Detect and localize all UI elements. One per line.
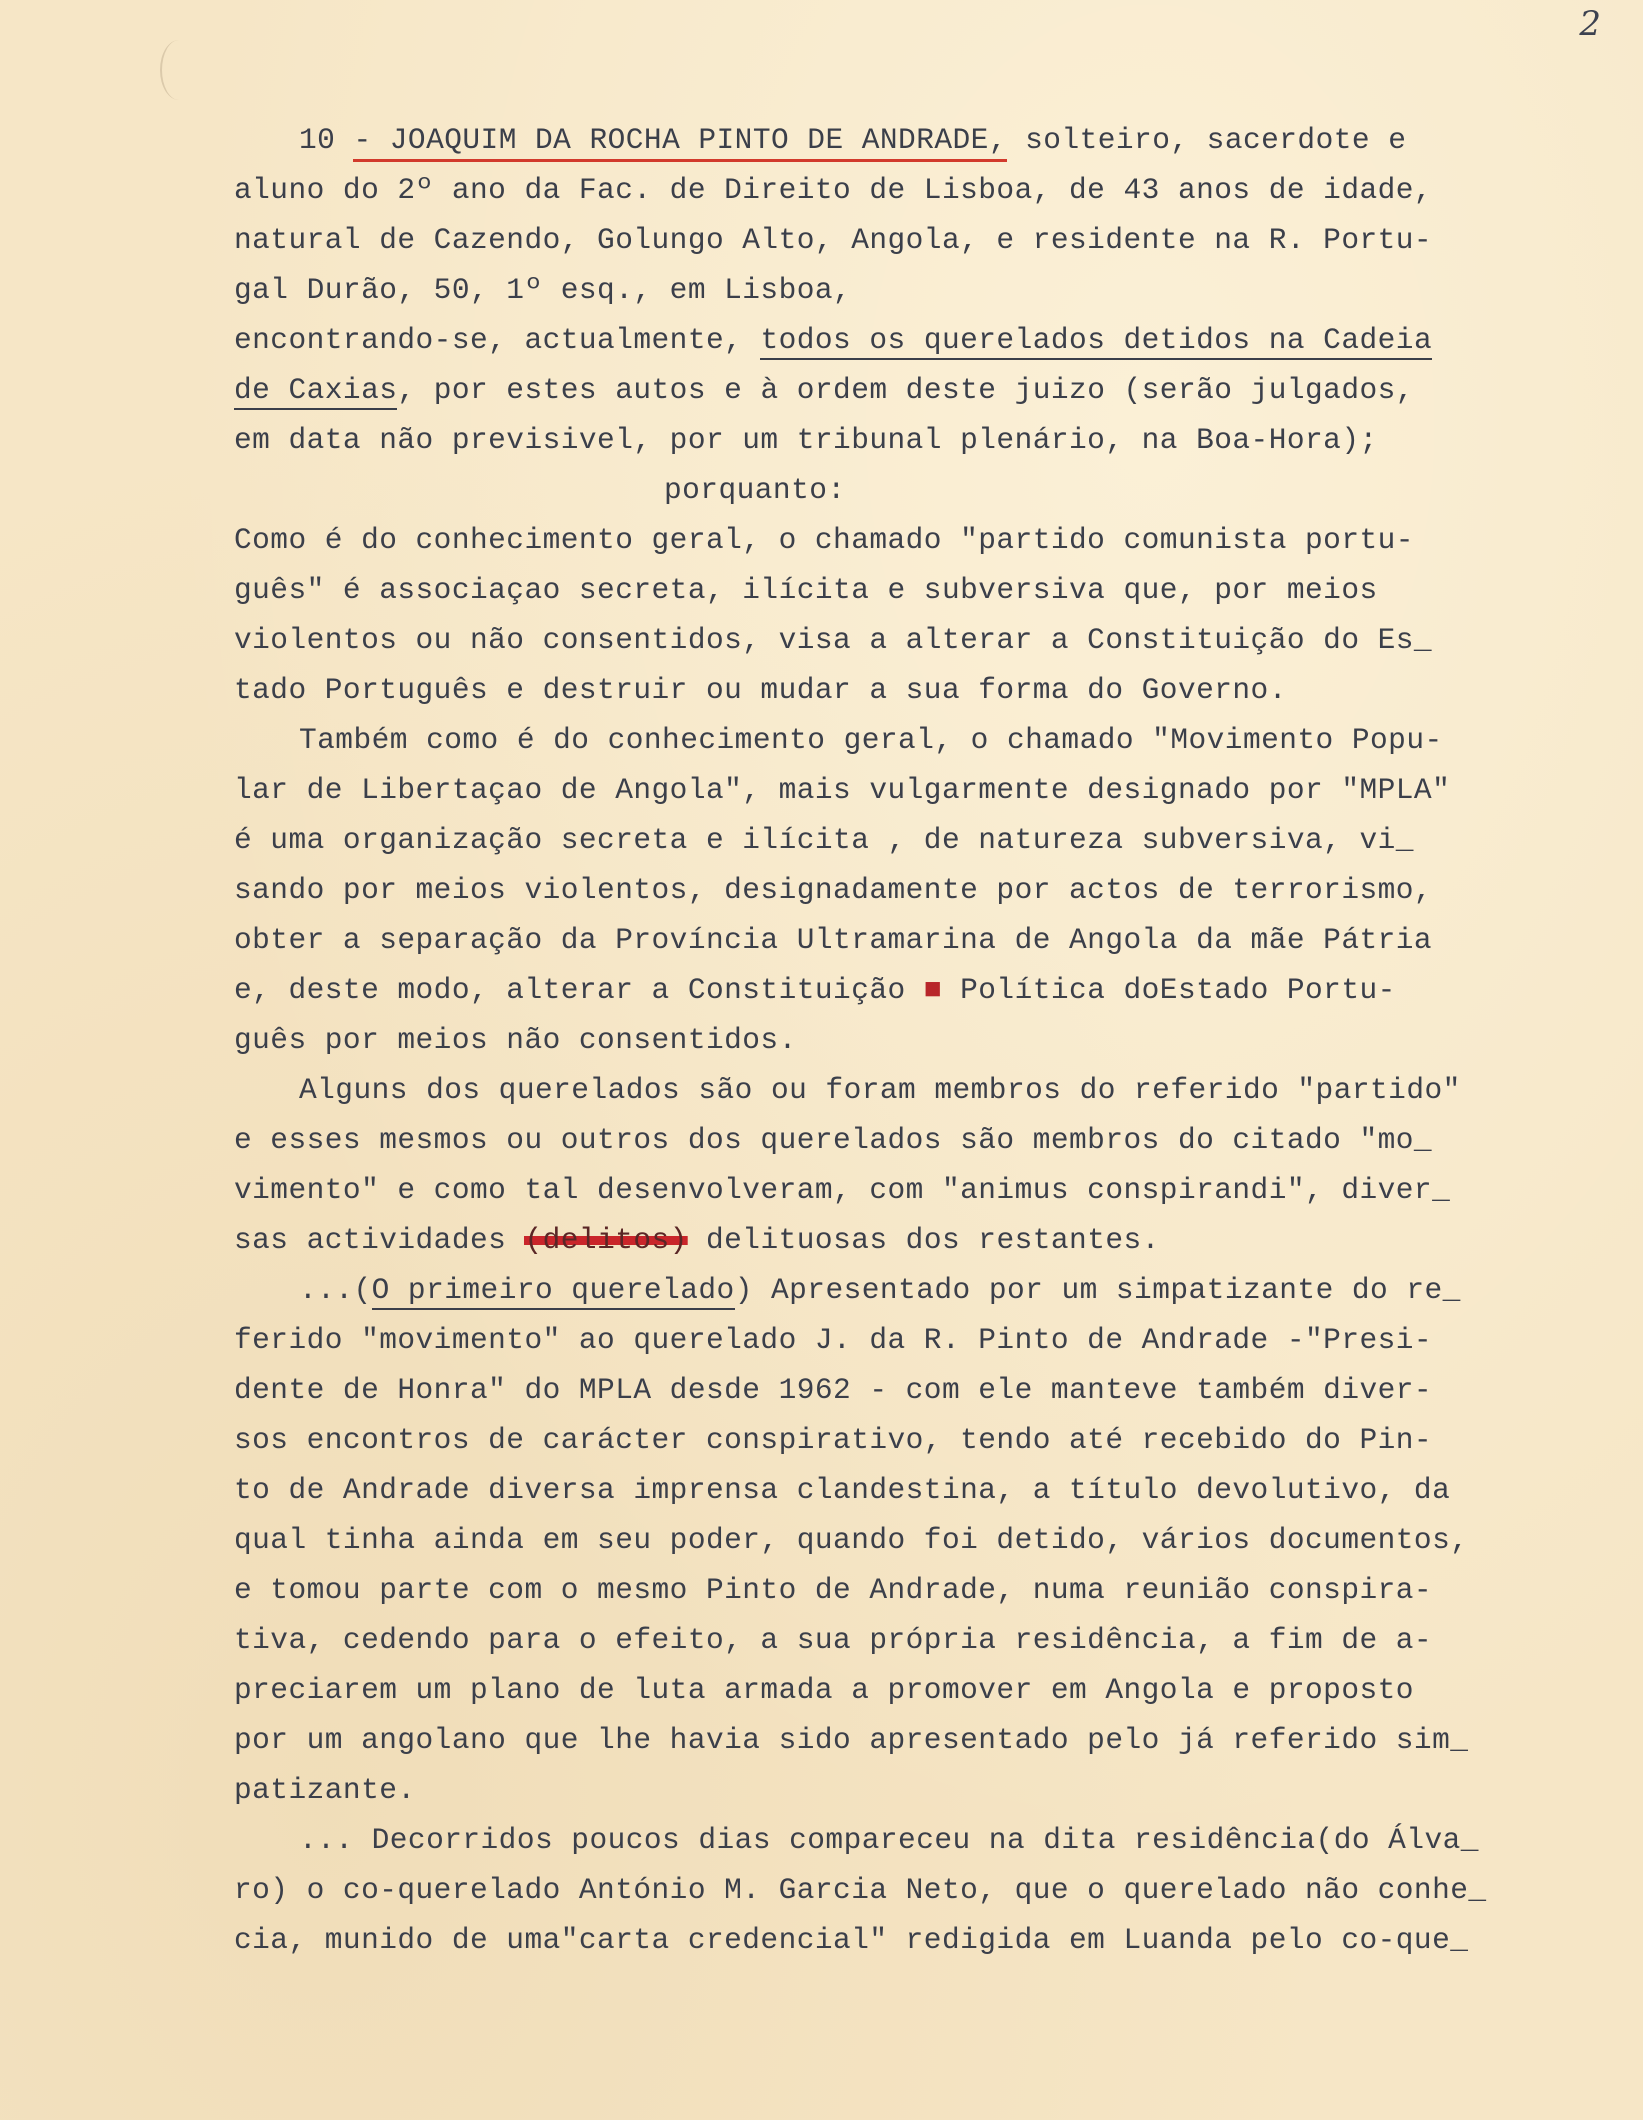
text-line: ... Decorridos poucos dias compareceu na dita residência(do Álva_: [299, 1823, 1479, 1857]
text-line: cia, munido de uma"carta credencial" redigida em Luanda pelo co-que_: [234, 1923, 1469, 1957]
text-segment: ) Apresentado por um simpatizante do re_: [734, 1273, 1461, 1307]
underlined-text: O primeiro querelado: [372, 1273, 735, 1310]
text-line: [234, 1222, 1160, 1258]
text-line: é uma organização secreta e ilícita , de natureza subversiva, vi_: [234, 823, 1414, 857]
text-line: [234, 322, 1432, 358]
text-line: [234, 372, 1414, 408]
text-line: por um angolano que lhe havia sido apresentado pelo já referido sim_: [234, 1723, 1469, 1757]
text-segment: e, deste modo, alterar a Constituição: [234, 973, 924, 1007]
text-line: vimento" e como tal desenvolveram, com "animus conspirandi", diver_: [234, 1173, 1451, 1207]
text-line: e esses mesmos ou outros dos querelados são membros do citado "mo_: [234, 1123, 1433, 1157]
text-segment: solteiro, sacerdote e: [1006, 123, 1407, 157]
text-line: guês por meios não consentidos.: [234, 1023, 797, 1057]
text-line: preciarem um plano de luta armada a promover em Angola e proposto: [234, 1673, 1414, 1707]
text-segment: delituosas dos restantes.: [687, 1223, 1160, 1257]
text-line: Como é do conhecimento geral, o chamado "partido comunista portu-: [234, 523, 1414, 557]
underlined-text: de Caxias: [234, 373, 397, 410]
underlined-text: todos os querelados detidos na Cadeia: [760, 323, 1432, 360]
text-line: tiva, cedendo para o efeito, a sua própria residência, a fim de a-: [234, 1623, 1433, 1657]
text-segment: , por estes autos e à ordem deste juizo (serão julgados,: [397, 373, 1414, 407]
text-line: em data não previsivel, por um tribunal plenário, na Boa-Hora);: [234, 423, 1378, 457]
text-line: [299, 1272, 1461, 1308]
text-line: Também como é do conhecimento geral, o chamado "Movimento Popu-: [299, 723, 1443, 757]
item-number: 10: [299, 123, 354, 157]
text-line: [299, 122, 1406, 158]
text-line: to de Andrade diversa imprensa clandestina, a título devolutivo, da: [234, 1473, 1451, 1507]
text-line: [234, 972, 1396, 1008]
text-line: tado Português e destruir ou mudar a sua forma do Governo.: [234, 673, 1287, 707]
text-segment: encontrando-se, actualmente,: [234, 323, 761, 357]
text-segment: ...(: [299, 1273, 372, 1307]
text-line: sos encontros de carácter conspirativo, tendo até recebido do Pin-: [234, 1423, 1433, 1457]
text-line: e tomou parte com o mesmo Pinto de Andrade, numa reunião conspira-: [234, 1573, 1433, 1607]
text-line: guês" é associaçao secreta, ilícita e subversiva que, por meios: [234, 573, 1378, 607]
text-line: ferido "movimento" ao querelado J. da R. Pinto de Andrade -"Presi-: [234, 1323, 1433, 1357]
text-line: violentos ou não consentidos, visa a alterar a Constituição do Es_: [234, 623, 1433, 657]
text-line: aluno do 2º ano da Fac. de Direito de Lisboa, de 43 anos de idade,: [234, 173, 1433, 207]
text-line: lar de Libertaçao de Angola", mais vulgarmente designado por "MPLA": [234, 773, 1451, 807]
text-line: ro) o co-querelado António M. Garcia Neto, que o querelado não conhe_: [234, 1873, 1487, 1907]
page-number: 2: [1579, 4, 1601, 44]
text-line: gal Durão, 50, 1º esq., em Lisboa,: [234, 273, 852, 307]
struck-out-word: (delitos): [524, 1223, 688, 1257]
paper-smudge: [160, 40, 198, 100]
text-segment: Política doEstado Portu-: [941, 973, 1396, 1007]
text-line: sando por meios violentos, designadamente por actos de terrorismo,: [234, 873, 1433, 907]
text-segment: sas actividades: [234, 1223, 525, 1257]
text-line: obter a separação da Província Ultramarina de Angola da mãe Pátria: [234, 923, 1433, 957]
section-heading: porquanto:: [664, 473, 846, 507]
text-line: patizante.: [234, 1773, 416, 1807]
text-line: qual tinha ainda em seu poder, quando foi detido, vários documentos,: [234, 1523, 1469, 1557]
ink-blot: ■: [923, 973, 942, 1007]
text-line: Alguns dos querelados são ou foram membros do referido "partido": [299, 1073, 1461, 1107]
text-line: dente de Honra" do MPLA desde 1962 - com ele manteve também diver-: [234, 1373, 1433, 1407]
defendant-name: - JOAQUIM DA ROCHA PINTO DE ANDRADE,: [353, 123, 1007, 162]
text-line: natural de Cazendo, Golungo Alto, Angola, e residente na R. Portu-: [234, 223, 1433, 257]
